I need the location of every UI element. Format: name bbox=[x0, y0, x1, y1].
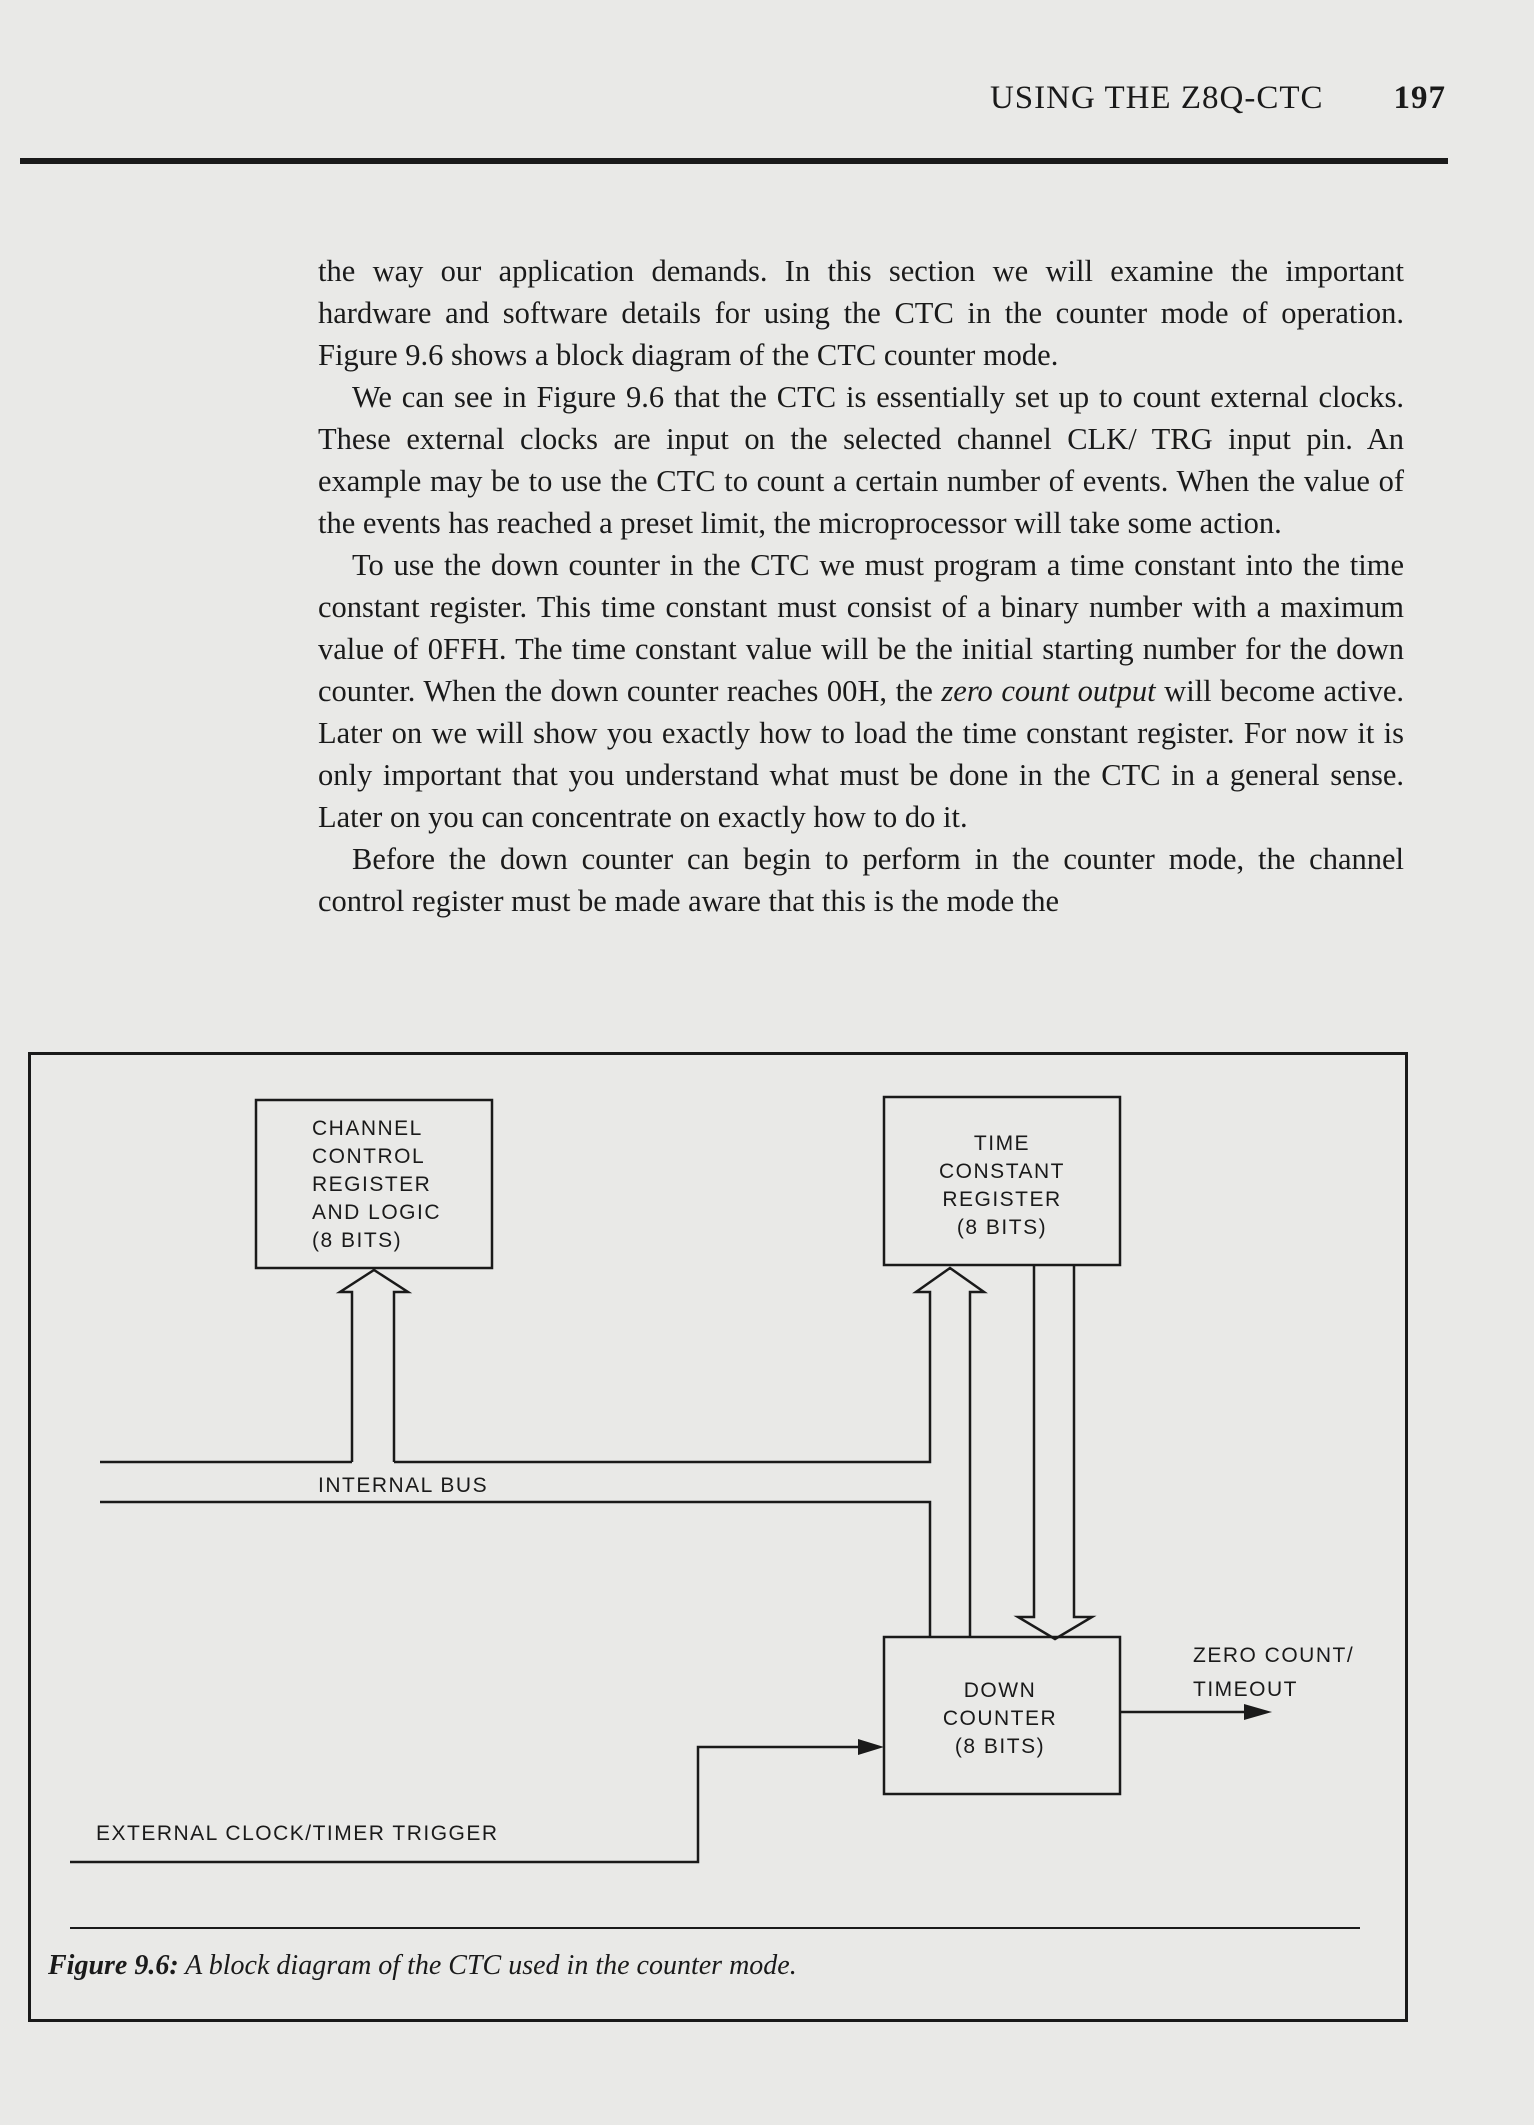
paragraph-3-text-b: will become active. Later on we will show you exactly how to load the time constant register. For now it is only important that you understand what must be done in the CTC in a general sense. Later on you can concentrate on exactly how to do it. bbox=[318, 674, 1404, 834]
zero-count-arrowhead bbox=[1244, 1704, 1272, 1720]
paragraph-4: Before the down counter can begin to perform in the counter mode, the channel control register must be made aware that this is the mode the bbox=[318, 842, 1404, 918]
ccr-label-line-3: REGISTER bbox=[312, 1173, 432, 1196]
tcr-label-line-1: TIME bbox=[973, 1132, 1031, 1155]
external-clock-arrowhead bbox=[858, 1739, 884, 1755]
paragraph-3-text-a: To use the down counter in the CTC we must program a time constant into the time constant register. This time constant must consist of a binary number with a maximum value of 0FFH. The time constant value will be the initial starting number for the down counter. When the down counter reaches 00H, the bbox=[318, 548, 1404, 708]
internal-bus-label: INTERNAL BUS bbox=[318, 1474, 489, 1497]
tcr-to-counter-arrow bbox=[1018, 1265, 1092, 1639]
internal-bus-bottom-line bbox=[100, 1502, 930, 1637]
tcr-label-line-3: REGISTER bbox=[942, 1188, 1062, 1211]
tcr-label-line-2: CONSTANT bbox=[939, 1160, 1065, 1183]
ccr-label-line-2: CONTROL bbox=[312, 1145, 426, 1168]
running-head-title: USING THE Z8Q-CTC bbox=[989, 80, 1324, 116]
ccr-label-line-1: CHANNEL bbox=[312, 1117, 423, 1140]
paragraph-2: We can see in Figure 9.6 that the CTC is essentially set up to count external clocks. These external clocks are input on the selected channel CLK/ TRG input pin. An example may be to use the CTC to count a certain number of events. When the value of the events has reached a preset limit, the microprocessor will take some action. bbox=[318, 380, 1404, 540]
dc-label-line-1: DOWN bbox=[963, 1679, 1037, 1702]
zero-count-label-1: ZERO COUNT/ bbox=[1193, 1644, 1355, 1667]
page-number: 197 bbox=[1393, 80, 1446, 116]
zero-count-output-term: zero count output bbox=[941, 674, 1156, 708]
figure-caption-text: A block diagram of the CTC used in the counter mode. bbox=[178, 1950, 797, 1981]
zero-count-label-2: TIMEOUT bbox=[1193, 1678, 1298, 1701]
ccr-bus-arrow bbox=[340, 1270, 408, 1462]
tcr-label-line-4: (8 BITS) bbox=[956, 1216, 1048, 1239]
dc-label-line-2: COUNTER bbox=[942, 1707, 1058, 1730]
ccr-label-line-5: (8 BITS) bbox=[312, 1229, 403, 1252]
external-clock-label: EXTERNAL CLOCK/TIMER TRIGGER bbox=[96, 1822, 499, 1845]
figure-caption bbox=[48, 1950, 797, 1982]
internal-bus-top-line bbox=[100, 1268, 984, 1637]
figure-caption-label: Figure 9.6: bbox=[48, 1950, 179, 1981]
ccr-label-line-4: AND LOGIC bbox=[312, 1201, 442, 1224]
paragraph-1: the way our application demands. In this section we will examine the important hardware and software details for using the CTC in the counter mode of operation. Figure 9.6 shows a block diagram of the CTC counter mode. bbox=[318, 254, 1404, 372]
dc-label-line-3: (8 BITS) bbox=[954, 1735, 1046, 1758]
